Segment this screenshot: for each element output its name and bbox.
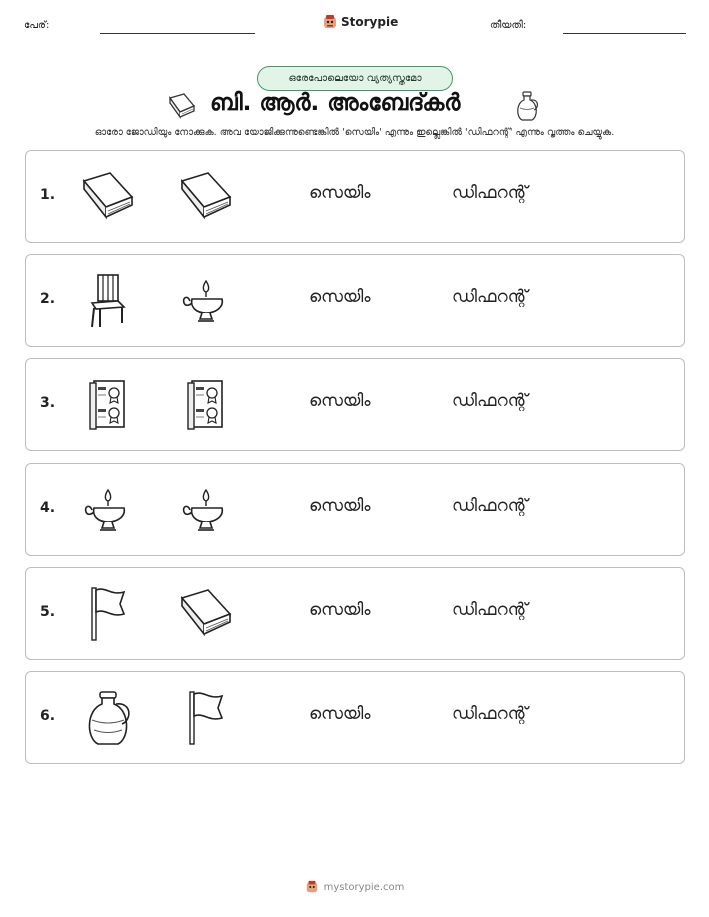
storypie-mascot-icon — [305, 880, 319, 894]
question-number: 4. — [40, 499, 56, 516]
name-line — [100, 33, 255, 34]
pot-icon — [78, 688, 138, 748]
option-same[interactable]: സെയിം — [309, 287, 371, 308]
question-row-2 — [25, 254, 685, 347]
certificate-book-icon — [176, 375, 236, 435]
option-same[interactable]: സെയിം — [309, 599, 371, 620]
option-different[interactable]: ഡിഫറന്റ് — [452, 287, 528, 308]
name-label: പേര്: — [24, 20, 50, 31]
option-different[interactable]: ഡിഫറന്റ് — [452, 183, 528, 203]
book-icon — [176, 584, 236, 644]
question-number: 5. — [40, 603, 56, 620]
book-icon — [176, 167, 236, 227]
question-row-4 — [25, 463, 685, 556]
topic-badge: ഒരേപോലെയോ വ്യത്യസ്തമോ — [257, 66, 453, 91]
date-label: തീയതി: — [490, 20, 527, 31]
option-same[interactable]: സെയിം — [309, 391, 371, 412]
instructions: ഓരോ ജോഡിയും നോക്കുക. അവ യോജിക്കുന്നുണ്ടെങ്കിൽ 'സെയിം' എന്നും ഇല്ലെങ്കിൽ 'ഡിഫറന്റ്' എന്നും വൃത്തം ചെയ്യുക. — [94, 127, 615, 138]
question-row-1 — [25, 150, 685, 243]
question-number: 1. — [40, 187, 56, 203]
question-number: 3. — [40, 395, 56, 412]
title-row — [0, 90, 709, 122]
book-icon — [78, 167, 138, 227]
worksheet-header — [0, 14, 709, 38]
flag-icon — [176, 688, 236, 748]
book-icon — [166, 92, 198, 124]
question-number: 6. — [40, 707, 56, 724]
oil-lamp-icon — [176, 271, 236, 331]
question-number: 2. — [40, 291, 56, 308]
certificate-book-icon — [78, 375, 138, 435]
option-same[interactable]: സെയിം — [309, 703, 371, 724]
option-different[interactable]: ഡിഫറന്റ് — [452, 495, 528, 516]
oil-lamp-icon — [176, 480, 236, 540]
flag-icon — [78, 584, 138, 644]
option-same[interactable]: സെയിം — [309, 183, 371, 203]
chair-icon — [78, 271, 138, 331]
option-different[interactable]: ഡിഫറന്റ് — [452, 391, 528, 412]
question-row-5 — [25, 567, 685, 660]
pot-icon — [512, 90, 542, 126]
storypie-mascot-icon — [322, 14, 338, 30]
brand-name: Storypie — [341, 15, 399, 29]
brand-logo — [322, 14, 398, 30]
oil-lamp-icon — [78, 480, 138, 540]
option-different[interactable]: ഡിഫറന്റ് — [452, 599, 528, 620]
footer — [0, 880, 709, 894]
question-row-3 — [25, 358, 685, 451]
option-same[interactable]: സെയിം — [309, 495, 371, 516]
page-title: ബി. ആർ. അംബേദ്കർ — [210, 90, 461, 116]
footer-url[interactable]: mystorypie.com — [323, 881, 405, 893]
question-row-6 — [25, 671, 685, 764]
question-list — [25, 150, 685, 775]
date-line — [563, 33, 686, 34]
option-different[interactable]: ഡിഫറന്റ് — [452, 703, 528, 724]
